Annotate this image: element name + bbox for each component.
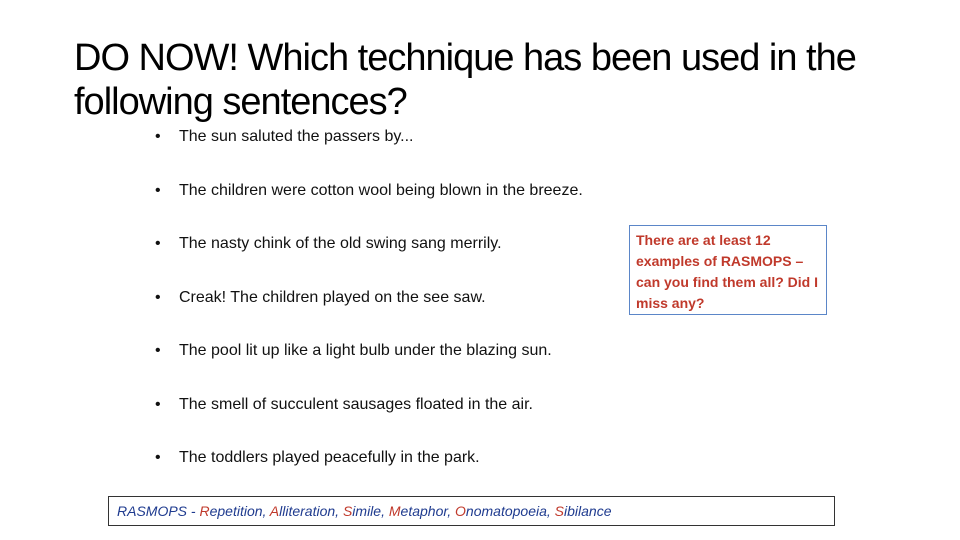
sentence-item <box>155 234 502 254</box>
sentence-item <box>155 395 533 415</box>
key-initial: S <box>554 503 564 519</box>
sentence-item <box>155 127 414 147</box>
key-term-rest: nomatopoeia <box>465 503 547 519</box>
key-initial: A <box>269 503 280 519</box>
rasmops-callout-box: There are at least 12 examples of RASMOPS – can you find them all? Did I miss any? <box>629 225 827 315</box>
key-term-rest: ibilance <box>564 503 612 519</box>
sentence-text: Creak! The children played on the see saw. <box>179 289 486 306</box>
bullet-icon: • <box>155 396 161 413</box>
sentence-text: The nasty chink of the old swing sang merrily. <box>179 235 502 252</box>
key-initial: O <box>455 503 466 519</box>
key-term-rest: lliteration <box>279 503 336 519</box>
key-initial: M <box>388 503 401 519</box>
rasmops-key-box <box>108 496 835 526</box>
sentence-item <box>155 341 552 361</box>
sentence-item <box>155 181 583 201</box>
sentence-text: The toddlers played peacefully in the park. <box>179 449 480 466</box>
key-prefix: RASMOPS - <box>117 503 200 519</box>
sentence-item <box>155 448 480 468</box>
key-separator: , <box>335 503 343 519</box>
key-initial: R <box>199 503 210 519</box>
key-term-rest: imile <box>352 503 382 519</box>
key-separator: , <box>546 503 555 519</box>
bullet-icon: • <box>155 289 161 306</box>
bullet-icon: • <box>155 128 161 145</box>
key-term-rest: etaphor <box>400 503 448 519</box>
sentence-text: The sun saluted the passers by... <box>179 128 414 145</box>
bullet-icon: • <box>155 342 161 359</box>
key-term-rest: epetition <box>209 503 263 519</box>
key-separator: , <box>262 503 270 519</box>
sentence-text: The children were cotton wool being blown in the breeze. <box>179 182 583 199</box>
bullet-icon: • <box>155 235 161 252</box>
sentence-text: The pool lit up like a light bulb under the blazing sun. <box>179 342 552 359</box>
key-separator: , <box>447 503 456 519</box>
sentence-text: The smell of succulent sausages floated in the air. <box>179 396 533 413</box>
sentence-item <box>155 288 486 308</box>
key-separator: , <box>381 503 389 519</box>
bullet-icon: • <box>155 449 161 466</box>
slide-title: DO NOW! Which technique has been used in the following sentences? <box>74 37 856 123</box>
key-initial: S <box>342 503 353 519</box>
bullet-icon: • <box>155 182 161 199</box>
